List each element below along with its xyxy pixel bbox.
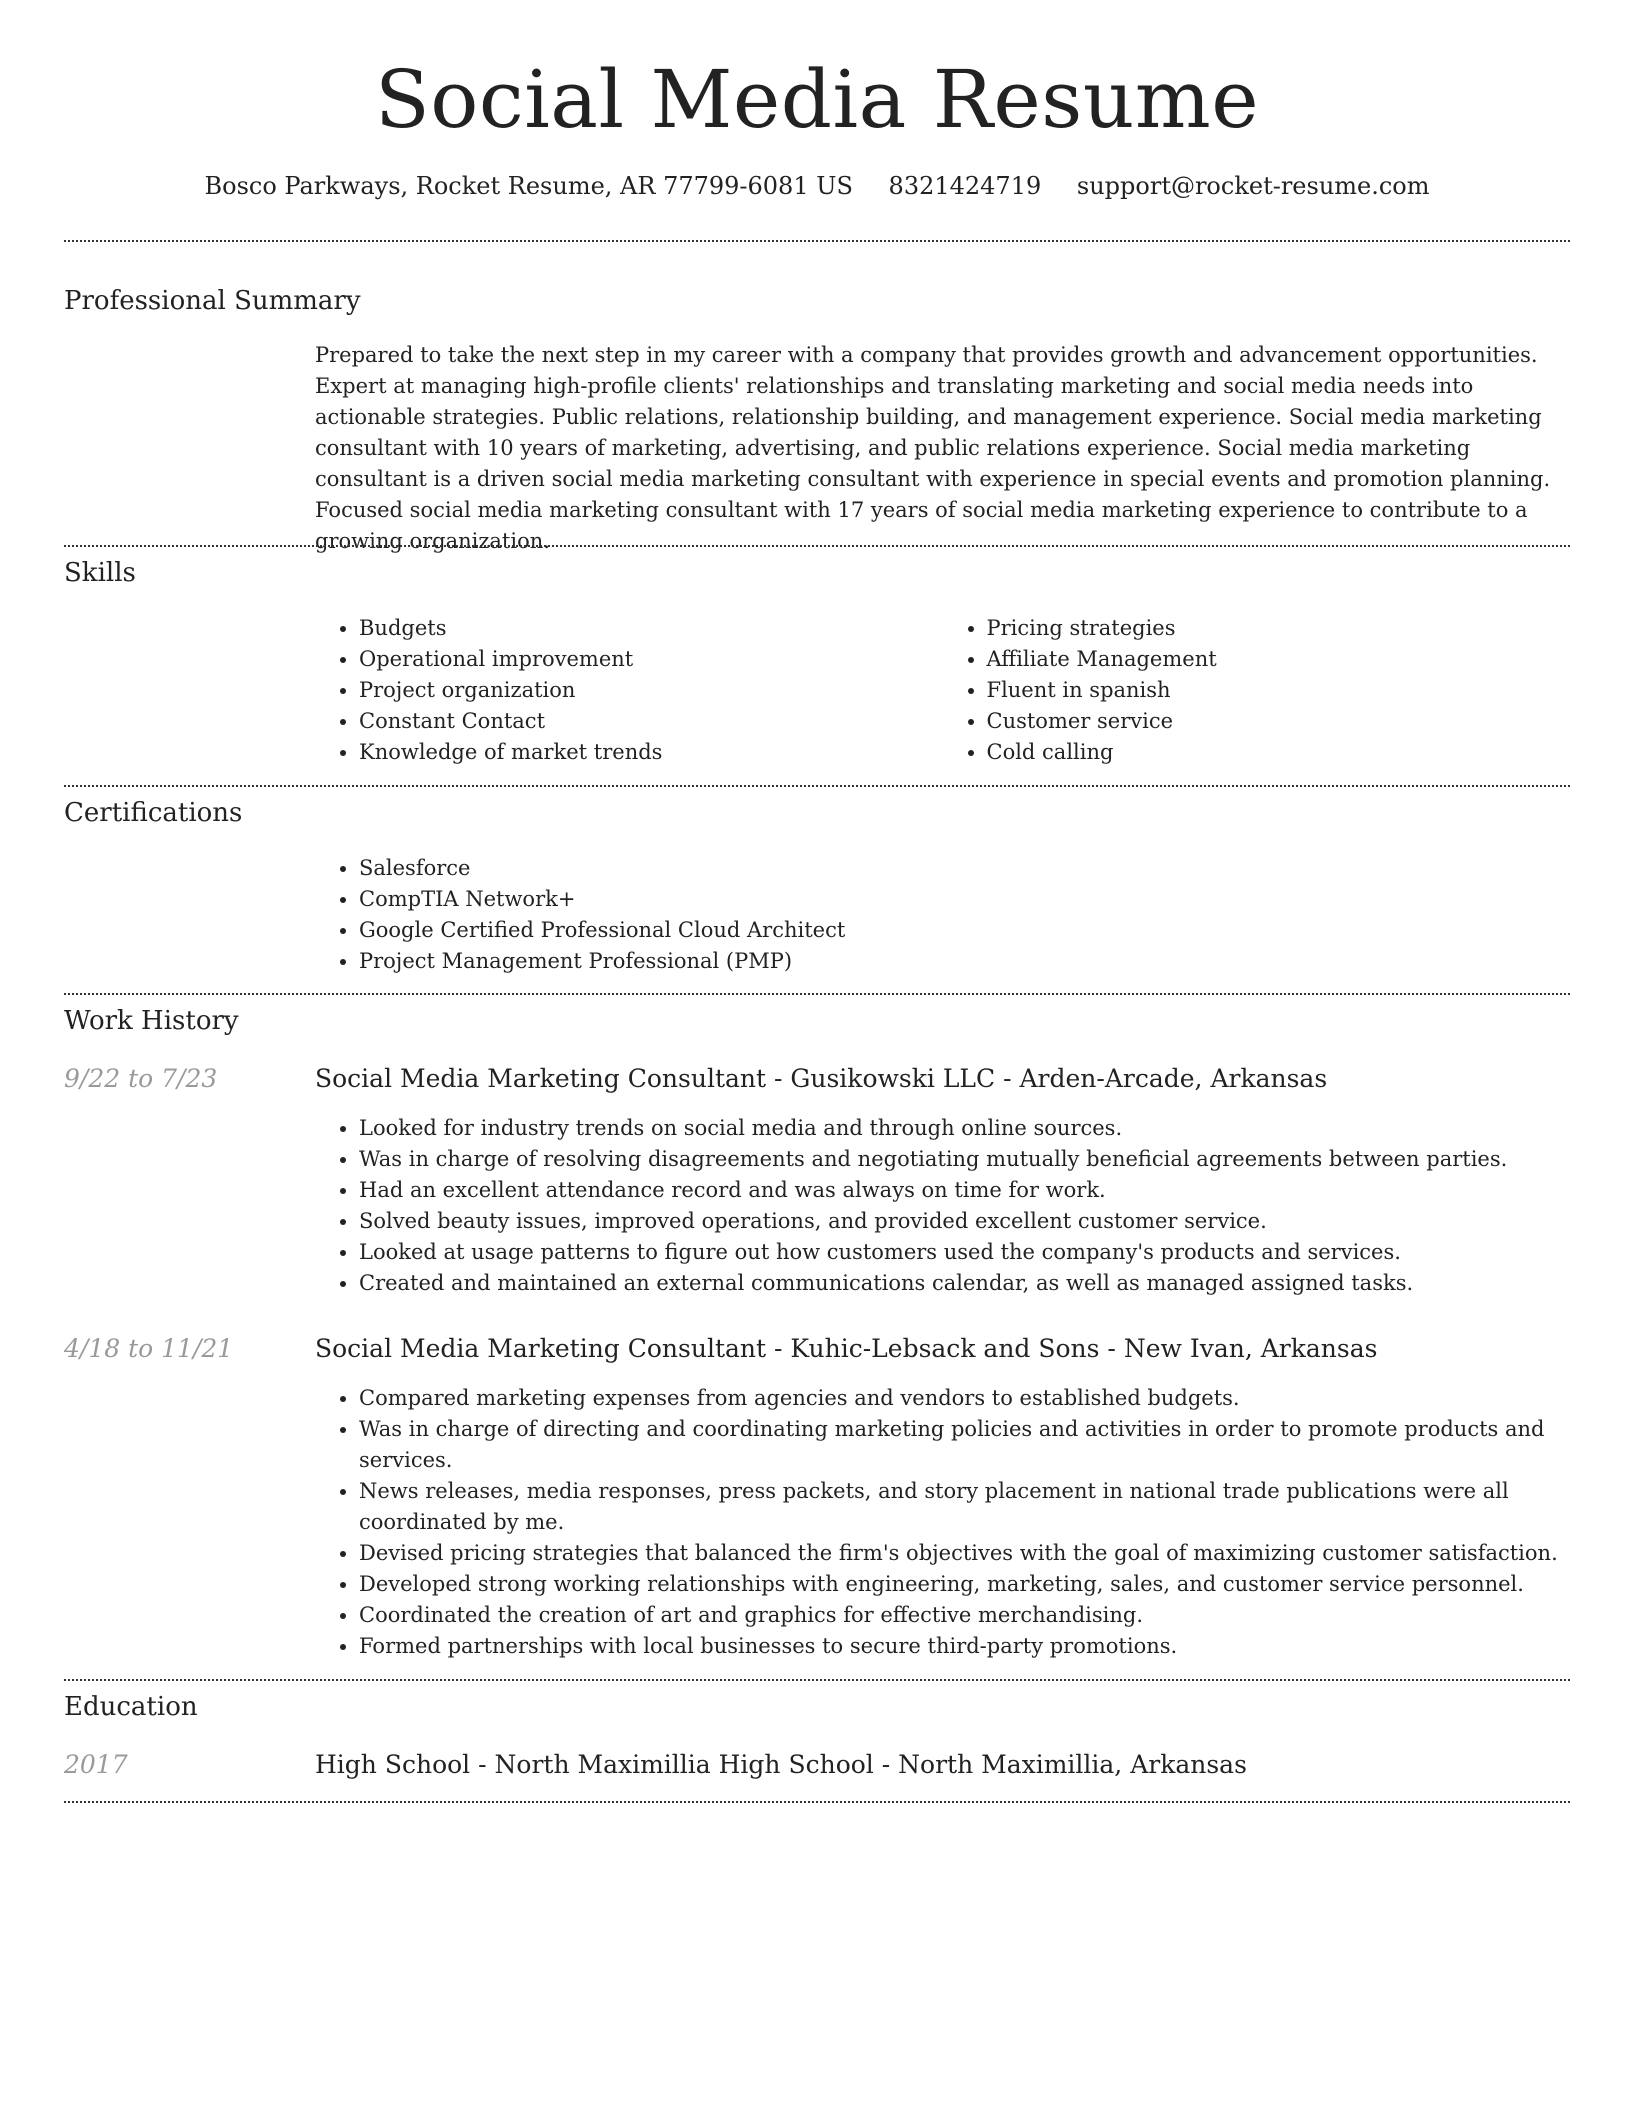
- job-heading: Social Media Marketing Consultant - Gusikowski LLC - Arden-Arcade, Arkansas: [315, 1064, 1328, 1093]
- job-bullet: • Was in charge of directing and coordinating marketing policies and activities in order to promote products and services.: [359, 1414, 1570, 1476]
- summary-heading: Professional Summary: [64, 286, 361, 316]
- job-bullet: • Created and maintained an external communications calendar, as well as managed assigned tasks.: [359, 1268, 1570, 1299]
- job-bullet: • Coordinated the creation of art and graphics for effective merchandising.: [359, 1600, 1570, 1631]
- education-year: 2017: [64, 1750, 128, 1779]
- job-bullet: • Developed strong working relationships with engineering, marketing, sales, and customer service personnel.: [359, 1569, 1570, 1600]
- job-bullet: • Had an excellent attendance record and was always on time for work.: [359, 1175, 1570, 1206]
- job-bullet: • Looked at usage patterns to figure out how customers used the company's products and services.: [359, 1237, 1570, 1268]
- contact-phone: 8321424719: [888, 172, 1042, 200]
- section-divider: [64, 1801, 1570, 1803]
- skills-column-left: [315, 613, 943, 768]
- job-bullet: • Compared marketing expenses from agencies and vendors to established budgets.: [359, 1383, 1570, 1414]
- job-heading: Social Media Marketing Consultant - Kuhic-Lebsack and Sons - New Ivan, Arkansas: [315, 1334, 1378, 1363]
- job-bullet: • Was in charge of resolving disagreements and negotiating mutually beneficial agreements between parties.: [359, 1144, 1570, 1175]
- skill-item: • Affiliate Management: [987, 644, 1571, 675]
- job-bullet: • Solved beauty issues, improved operations, and provided excellent customer service.: [359, 1206, 1570, 1237]
- certification-item: • Project Management Professional (PMP): [359, 946, 1570, 977]
- skill-item: • Project organization: [359, 675, 943, 706]
- contact-address: Bosco Parkways, Rocket Resume, AR 77799-6081 US: [204, 172, 853, 200]
- skill-item: • Operational improvement: [359, 644, 943, 675]
- job-bullets: [315, 1113, 1570, 1299]
- job-bullet: • Looked for industry trends on social media and through online sources.: [359, 1113, 1570, 1144]
- skill-item: • Knowledge of market trends: [359, 737, 943, 768]
- certifications-list: [315, 853, 1570, 977]
- job-bullet: • Devised pricing strategies that balanced the firm's objectives with the goal of maximizing customer satisfaction.: [359, 1538, 1570, 1569]
- contact-email: support@rocket-resume.com: [1076, 172, 1430, 200]
- summary-text: Prepared to take the next step in my career with a company that provides growth and advancement opportunities. Expert at managing high-profile clients' relationships and translating marketing and social media needs into actionable strategies. Public relations, relationship building, and management experience. Social media marketing consultant with 10 years of marketing, advertising, and public relations experience. Social media marketing consultant is a driven social media marketing consultant with experience in special events and promotion planning. Focused social media marketing consultant with 17 years of social media marketing experience to contribute to a growing organization.: [315, 343, 1551, 553]
- job-dates: 4/18 to 11/21: [64, 1334, 234, 1363]
- section-divider: [64, 785, 1570, 787]
- skills-column-right: [943, 613, 1571, 768]
- skill-item: • Customer service: [987, 706, 1571, 737]
- certification-item: • CompTIA Network+: [359, 884, 1570, 915]
- skill-item: • Budgets: [359, 613, 943, 644]
- section-divider: [64, 993, 1570, 995]
- skill-item: • Fluent in spanish: [987, 675, 1571, 706]
- certifications-heading: Certifications: [64, 798, 243, 828]
- work-history-heading: Work History: [64, 1006, 239, 1036]
- summary-section: [315, 340, 1570, 557]
- job-bullet: • News releases, media responses, press packets, and story placement in national trade publications were all coordinated by me.: [359, 1476, 1570, 1538]
- section-divider: [64, 545, 1570, 547]
- resume-title: Social Media Resume: [374, 53, 1260, 146]
- contact-line: [64, 170, 1570, 202]
- section-divider: [64, 1679, 1570, 1681]
- certification-item: • Google Certified Professional Cloud Architect: [359, 915, 1570, 946]
- skill-item: • Cold calling: [987, 737, 1571, 768]
- certification-item: • Salesforce: [359, 853, 1570, 884]
- job-bullet: • Formed partnerships with local businesses to secure third-party promotions.: [359, 1631, 1570, 1662]
- skills-heading: Skills: [64, 558, 136, 588]
- skill-item: • Pricing strategies: [987, 613, 1571, 644]
- job-bullets: [315, 1383, 1570, 1662]
- education-heading-line: High School - North Maximillia High School - North Maximillia, Arkansas: [315, 1750, 1247, 1779]
- skills-list: [315, 613, 1570, 768]
- skill-item: • Constant Contact: [359, 706, 943, 737]
- section-divider: [64, 240, 1570, 242]
- education-heading: Education: [64, 1692, 198, 1722]
- job-dates: 9/22 to 7/23: [64, 1064, 218, 1093]
